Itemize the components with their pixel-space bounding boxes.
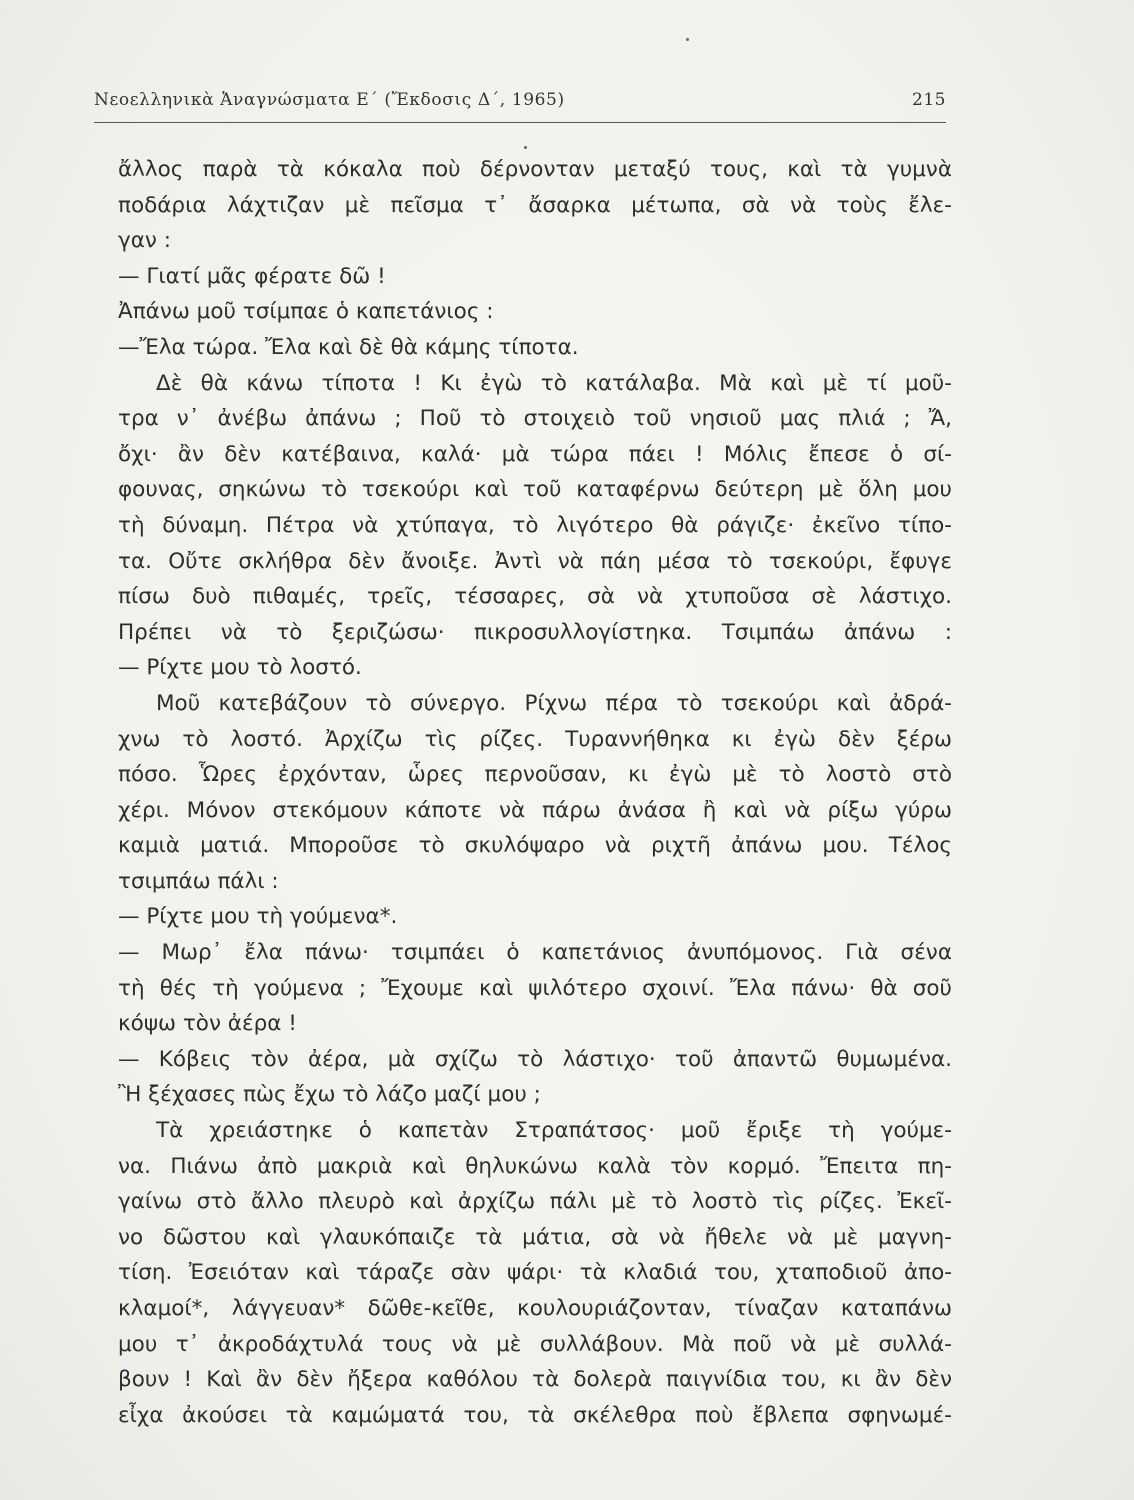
text-line: πίσω δυὸ πιθαμές, τρεῖς, τέσσαρες, σὰ νὰ χτυποῦσα σὲ λάστιχο. [118, 584, 952, 610]
text-line: καμιὰ ματιά. Μποροῦσε τὸ σκυλόψαρο νὰ ριχτῆ ἀπάνω μου. Τέλος [118, 833, 952, 859]
text-line: κόψω τὸν ἀέρα ! [118, 1011, 297, 1037]
dialogue-line: —Ἔλα τώρα. Ἔλα καὶ δὲ θὰ κάμης τίποτα. [118, 334, 579, 360]
paragraph-first-line: Μοῦ κατεβάζουν τὸ σύνεργο. Ρίχνω πέρα τὸ τσεκούρι καὶ ἀδρά- [156, 690, 952, 716]
text-line: τσιμπάω πάλι : [118, 868, 279, 894]
text-line: Ἀπάνω μοῦ τσίμπαε ὁ καπετάνιος : [118, 299, 494, 325]
dialogue-line: — Ρίχτε μου τὴ γούμενα*. [118, 904, 398, 930]
text-line: πόσο. Ὧρες ἐρχόνταν, ὧρες περνοῦσαν, κι ἐγὼ μὲ τὸ λοστὸ στὸ [118, 762, 952, 788]
text-line: γαίνω στὸ ἄλλο πλευρὸ καὶ ἀρχίζω πάλι μὲ τὸ λοστὸ τὶς ρίζες. Ἐκεῖ- [118, 1189, 952, 1215]
dialogue-line: — Μωρ᾽ ἔλα πάνω· τσιμπάει ὁ καπετάνιος ἀνυπόμονος. Γιὰ σένα [118, 940, 952, 966]
text-line: ὄχι· ἂν δὲν κατέβαινα, καλά· μὰ τώρα πάει ! Μόλις ἔπεσε ὁ σί- [118, 441, 952, 467]
running-header-title: Νεοελληνικὰ Ἀναγνώσματα Ε΄ (Ἔκδοσις Δ΄, 1965) [94, 90, 565, 110]
text-line: φουνας, σηκώνω τὸ τσεκούρι καὶ τοῦ καταφέρνω δεύτερη μὲ ὅλη μου [118, 477, 952, 503]
text-line: βουν ! Καὶ ἂν δὲν ἤξερα καθόλου τὰ δολερὰ παιγνίδια του, κι ἂν δὲν [118, 1367, 952, 1393]
running-header [94, 82, 946, 123]
text-line: γαν : [118, 228, 171, 254]
text-line: να. Πιάνω ἀπὸ μακριὰ καὶ θηλυκώνω καλὰ τὸν κορμό. Ἔπειτα πη- [118, 1153, 952, 1179]
body-text [118, 152, 952, 1433]
text-line: εἶχα ἀκούσει τὰ καμώματά του, τὰ σκέλεθρα ποὺ ἔβλεπα σφηνωμέ- [118, 1402, 952, 1428]
dialogue-line: — Κόβεις τὸν ἀέρα, μὰ σχίζω τὸ λάστιχο· τοῦ ἀπαντῶ θυμωμένα. [118, 1046, 952, 1072]
text-line: τρα ν᾽ ἀνέβω ἀπάνω ; Ποῦ τὸ στοιχειὸ τοῦ νησιοῦ μας πλιά ; Ἄ, [118, 406, 952, 432]
text-line: τα. Οὔτε σκλήθρα δὲν ἄνοιξε. Ἀντὶ νὰ πάη μέσα τὸ τσεκούρι, ἔφυγε [118, 548, 952, 574]
text-line: ποδάρια λάχτιζαν μὲ πεῖσμα τ᾽ ἄσαρκα μέτωπα, σὰ νὰ τοὺς ἔλε- [118, 192, 952, 218]
dialogue-line: — Ρίχτε μου τὸ λοστό. [118, 655, 362, 681]
page-number: 215 [912, 90, 946, 110]
text-line: χνω τὸ λοστό. Ἀρχίζω τὶς ρίζες. Τυραννήθηκα κι ἐγὼ δὲν ξέρω [118, 726, 952, 752]
text-line: τὴ δύναμη. Πέτρα νὰ χτύπαγα, τὸ λιγότερο θὰ ράγιζε· ἐκεῖνο τίπο- [118, 512, 952, 538]
text-line: τὴ θές τὴ γούμενα ; Ἔχουμε καὶ ψιλότερο σχοινί. Ἔλα πάνω· θὰ σοῦ [118, 975, 952, 1001]
dialogue-line: — Γιατί μᾶς φέρατε δῶ ! [118, 263, 386, 289]
text-line: Πρέπει νὰ τὸ ξεριζώσω· πικροσυλλογίστηκα. Τσιμπάω ἀπάνω : [118, 619, 952, 645]
paper-speck [686, 38, 689, 41]
text-line: χέρι. Μόνον στεκόμουν κάποτε νὰ πάρω ἀνάσα ἢ καὶ νὰ ρίξω γύρω [118, 797, 952, 823]
paragraph-first-line: Τὰ χρειάστηκε ὁ καπετὰν Στραπάτσος· μοῦ ἔριξε τὴ γούμε- [156, 1118, 952, 1144]
paper-speck [524, 146, 527, 149]
text-line: μου τ᾽ ἀκροδάχτυλά τους νὰ μὲ συλλάβουν. Μὰ ποῦ νὰ μὲ συλλά- [118, 1331, 952, 1357]
text-line: νο δῶστου καὶ γλαυκόπαιζε τὰ μάτια, σὰ νὰ ἤθελε νὰ μὲ μαγνη- [118, 1224, 952, 1250]
text-line: ἄλλος παρὰ τὰ κόκαλα ποὺ δέρνονταν μεταξύ τους, καὶ τὰ γυμνὰ [118, 157, 952, 182]
text-line: κλαμοί*, λάγγευαν* δῶθε-κεῖθε, κουλουριάζονταν, τίναζαν καταπάνω [118, 1296, 952, 1321]
text-line: Ἢ ξέχασες πὼς ἔχω τὸ λάζο μαζί μου ; [118, 1082, 541, 1108]
text-line: τίση. Ἐσειόταν καὶ τάραζε σὰν ψάρι· τὰ κλαδιά του, χταποδιοῦ ἀπο- [118, 1260, 952, 1286]
paragraph-first-line: Δὲ θὰ κάνω τίποτα ! Κι ἐγὼ τὸ κατάλαβα. Μὰ καὶ μὲ τί μοῦ- [156, 370, 952, 396]
